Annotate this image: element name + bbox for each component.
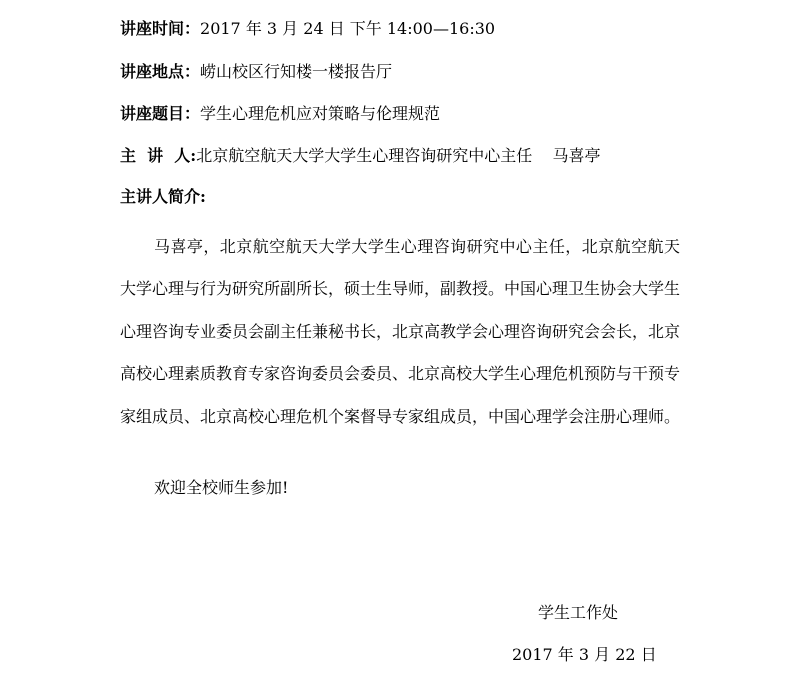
lecture-place-value: 崂山校区行知楼一楼报告厅	[200, 62, 393, 81]
welcome-line: 欢迎全校师生参加!	[154, 478, 289, 497]
lecture-speaker-line	[120, 146, 601, 166]
lecture-speaker-label: 主 讲 人:	[120, 146, 197, 165]
lecture-time-value: 2017 年 3 月 24 日 下午 14:00—16:30	[200, 19, 496, 38]
speaker-intro-heading: 主讲人简介:	[120, 187, 206, 206]
lecture-topic-label: 讲座题目：	[120, 104, 201, 123]
lecture-place-label: 讲座地点：	[120, 62, 201, 81]
signature-date: 2017 年 3 月 22 日	[512, 645, 657, 664]
lecture-place-line	[120, 62, 392, 82]
lecture-time-line	[120, 19, 495, 39]
lecture-topic-line	[120, 104, 440, 124]
lecture-speaker-value: 北京航空航天大学大学生心理咨询研究中心主任 马喜亭	[196, 146, 601, 165]
speaker-bio-paragraph: 马喜亭，北京航空航天大学大学生心理咨询研究中心主任，北京航空航天大学心理与行为研究所副所长，硕士生导师，副教授。中国心理卫生协会大学生心理咨询专业委员会副主任兼秘书长，北京高教学会心理咨询研究会会长，北京高校心理素质教育专家咨询委员会委员、北京高校大学生心理危机预防与干预专家组成员、北京高校心理危机个案督导专家组成员，中国心理学会注册心理师。	[120, 237, 681, 426]
lecture-topic-value: 学生心理危机应对策略与伦理规范	[200, 104, 441, 123]
lecture-time-label: 讲座时间：	[120, 19, 201, 38]
signature-office: 学生工作处	[538, 603, 619, 622]
